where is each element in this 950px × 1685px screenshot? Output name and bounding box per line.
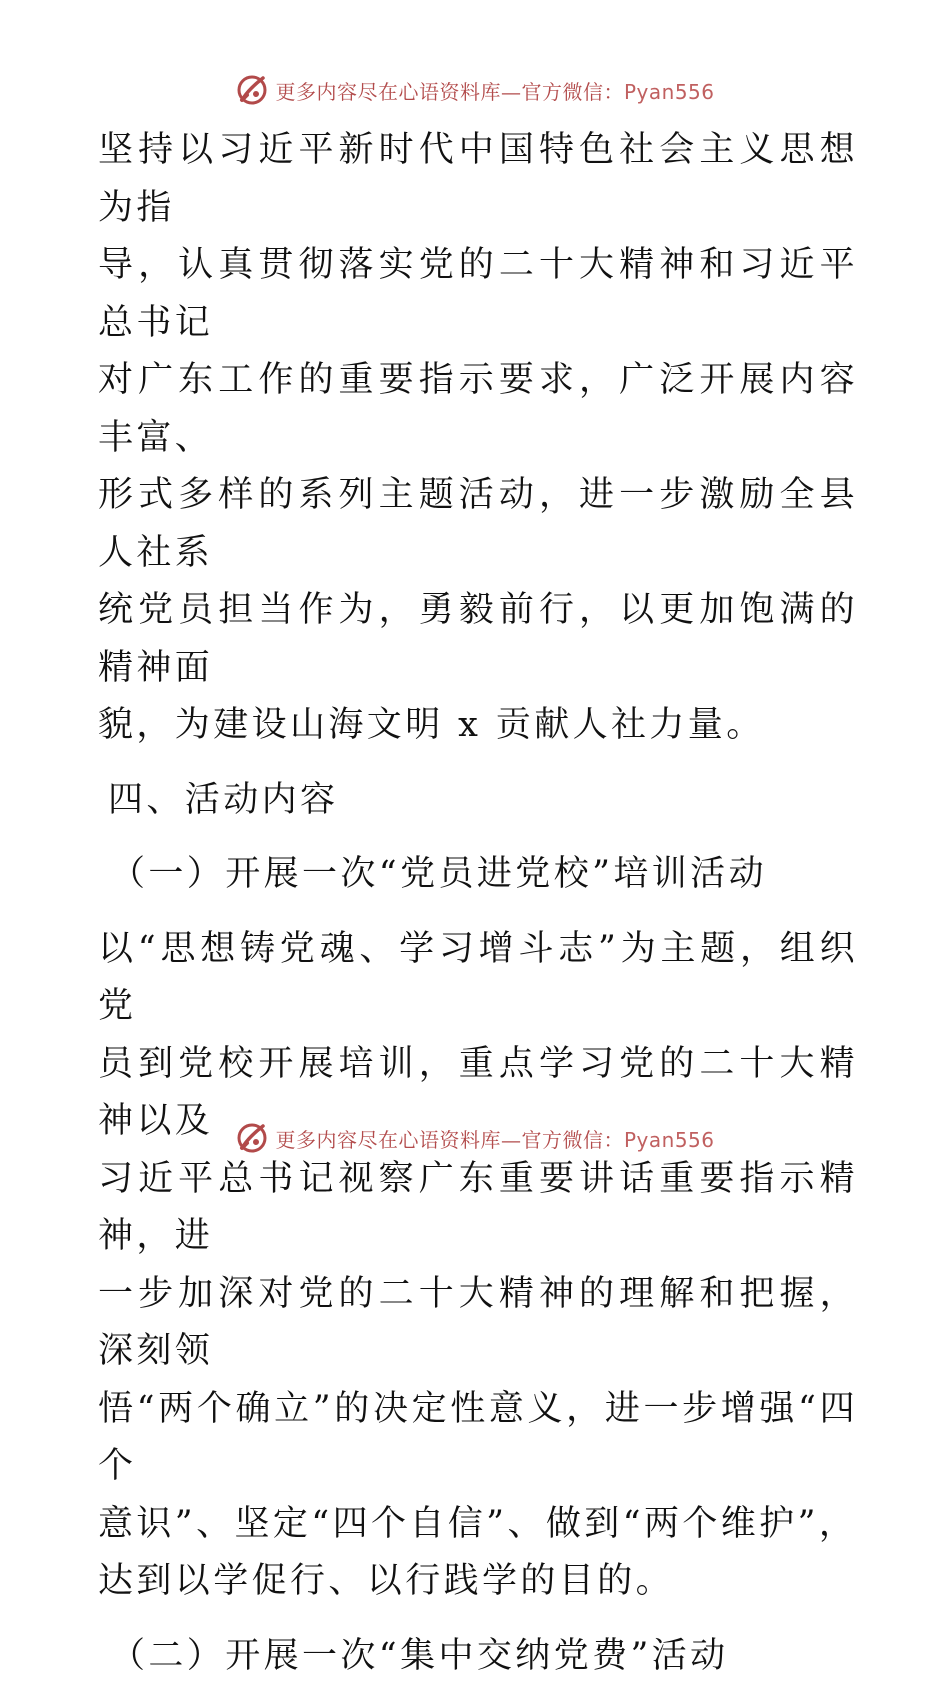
paragraph-line: 员到党校开展培训，重点学习党的二十大精神以及 bbox=[98, 1036, 858, 1151]
paragraph-line: 一步加深对党的二十大精神的理解和把握，深刻领 bbox=[98, 1266, 858, 1381]
watermark-id: Pyan556 bbox=[624, 1128, 715, 1152]
watermark-id: Pyan556 bbox=[624, 80, 715, 104]
watermark-title: 更多内容尽在心语资料库 bbox=[275, 80, 501, 104]
paragraph-line: 形式多样的系列主题活动，进一步激励全县人社系 bbox=[98, 467, 858, 582]
subsection-heading: （二）开展一次“集中交纳党费”活动 bbox=[98, 1628, 858, 1685]
document-body bbox=[98, 122, 858, 1685]
paragraph-line: 导，认真贯彻落实党的二十大精神和习近平总书记 bbox=[98, 237, 858, 352]
footer-watermark bbox=[0, 1118, 950, 1158]
paragraph-line: 悟“两个确立”的决定性意义，进一步增强“四个 bbox=[98, 1381, 858, 1496]
header-watermark bbox=[0, 70, 950, 110]
watermark-inner bbox=[235, 73, 714, 107]
watermark-text bbox=[275, 76, 714, 105]
paragraph-line: 貌，为建设山海文明 x 贡献人社力量。 bbox=[98, 697, 858, 755]
paragraph-line: 统党员担当作为，勇毅前行，以更加饱满的精神面 bbox=[98, 582, 858, 697]
watermark-text bbox=[275, 1124, 714, 1153]
watermark-label: 官方微信： bbox=[521, 80, 624, 104]
watermark-label: 官方微信： bbox=[521, 1128, 624, 1152]
watermark-inner bbox=[235, 1121, 714, 1155]
paragraph-line: 习近平总书记视察广东重要讲话重要指示精神，进 bbox=[98, 1151, 858, 1266]
section-heading: 四、活动内容 bbox=[98, 772, 858, 830]
watermark-title: 更多内容尽在心语资料库 bbox=[275, 1128, 501, 1152]
paragraph-line: 对广东工作的重要指示要求，广泛开展内容丰富、 bbox=[98, 352, 858, 467]
paragraph-line: 达到以学促行、以行践学的目的。 bbox=[98, 1553, 858, 1611]
paragraph-line: 以“思想铸党魂、学习增斗志”为主题，组织党 bbox=[98, 921, 858, 1036]
brush-logo-icon bbox=[235, 1121, 269, 1155]
brush-logo-icon bbox=[235, 73, 269, 107]
paragraph-line: 坚持以习近平新时代中国特色社会主义思想为指 bbox=[98, 122, 858, 237]
paragraph-line: 意识”、坚定“四个自信”、做到“两个维护”， bbox=[98, 1496, 858, 1554]
intro-paragraph bbox=[98, 122, 858, 755]
subsection-heading: （一）开展一次“党员进党校”培训活动 bbox=[98, 846, 858, 904]
training-paragraph bbox=[98, 921, 858, 1611]
watermark-separator: — bbox=[501, 1128, 522, 1152]
watermark-separator: — bbox=[501, 80, 522, 104]
